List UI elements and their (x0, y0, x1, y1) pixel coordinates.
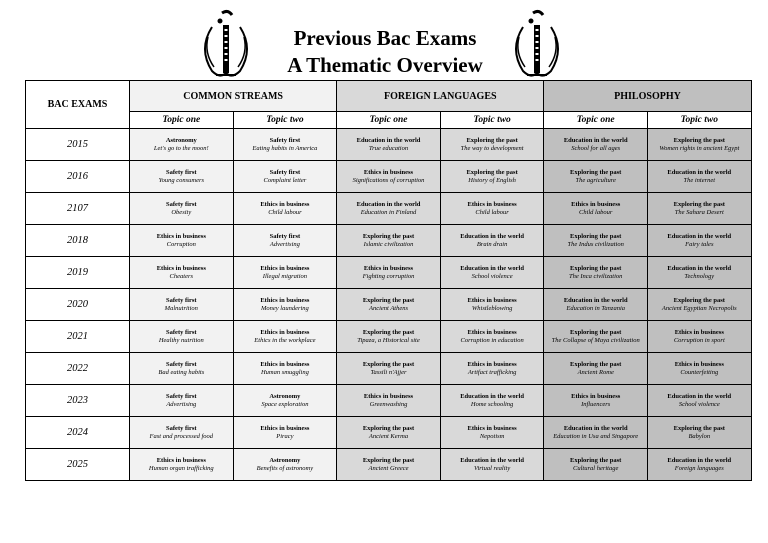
topic-header-row (26, 112, 752, 129)
theme-label: Exploring the past (362, 296, 415, 304)
theme-label: Ethics in business (363, 392, 414, 400)
year-cell: 2024 (26, 417, 130, 449)
subject-label: School violence (678, 400, 720, 408)
theme-label: Exploring the past (570, 456, 622, 464)
theme-label: Education in the world (667, 232, 732, 240)
subject-label: Ancient Athens (368, 304, 409, 312)
theme-label: Education in the world (356, 200, 421, 208)
topic-cell (233, 321, 337, 353)
topic-cell (648, 225, 752, 257)
subject-label: Home schooling (470, 400, 514, 408)
subject-label: The way to development (460, 144, 524, 152)
bac-exams-table (25, 80, 752, 481)
topic-cell (130, 257, 234, 289)
theme-label: Safety first (269, 136, 301, 144)
topic-cell (440, 449, 544, 481)
group-common-streams: COMMON STREAMS (130, 81, 337, 112)
topic-cell (648, 385, 752, 417)
topic-cell (440, 193, 544, 225)
table-row (26, 449, 752, 481)
topic-cell (440, 161, 544, 193)
theme-label: Ethics in business (156, 456, 206, 464)
topic-cell (440, 385, 544, 417)
subject-label: Complaint letter (263, 176, 307, 184)
topic-cell (233, 417, 337, 449)
subject-label: Education in Usa and Singapore (553, 432, 639, 440)
topic-cell (648, 161, 752, 193)
topic-cell (337, 193, 441, 225)
topic-cell (233, 449, 337, 481)
theme-label: Exploring the past (570, 168, 622, 176)
theme-label: Exploring the past (570, 264, 622, 272)
year-cell: 2020 (26, 289, 130, 321)
subject-label: Bad eating habits (158, 368, 205, 376)
theme-label: Education in the world (667, 456, 732, 464)
theme-label: Exploring the past (362, 360, 415, 368)
theme-label: Education in the world (667, 168, 732, 176)
theme-label: Ethics in business (260, 424, 310, 432)
table-row (26, 321, 752, 353)
theme-label: Education in the world (563, 136, 628, 144)
topic-cell (233, 353, 337, 385)
topic-cell (544, 449, 648, 481)
subject-label: Human organ trafficking (148, 464, 214, 472)
topic-cell (337, 289, 441, 321)
subject-label: Babylon (688, 432, 711, 440)
theme-label: Education in the world (667, 264, 732, 272)
theme-label: Exploring the past (362, 424, 415, 432)
topic-cell (130, 353, 234, 385)
theme-label: Ethics in business (363, 168, 414, 176)
topic-cell (130, 161, 234, 193)
theme-label: Safety first (269, 232, 301, 240)
theme-label: Ethics in business (363, 264, 414, 272)
topic-header: Topic one (130, 112, 234, 129)
subject-label: Fast and processed food (149, 432, 214, 440)
subject-label: Illegal migration (262, 272, 308, 280)
subject-label: Virtual reality (473, 464, 511, 472)
topic-cell (130, 321, 234, 353)
subject-label: Advertising (269, 240, 300, 248)
subject-label: Brain drain (476, 240, 508, 248)
topic-cell (233, 193, 337, 225)
topic-cell (130, 449, 234, 481)
topic-cell (337, 321, 441, 353)
subject-label: Islamic civilization (363, 240, 414, 248)
theme-label: Safety first (166, 360, 197, 368)
subject-label: Ancient Rome (577, 368, 614, 376)
topic-cell (544, 257, 648, 289)
table-row (26, 289, 752, 321)
subject-label: Cultural heritage (573, 464, 619, 472)
topic-cell (130, 225, 234, 257)
subject-label: Eating habits in America (252, 144, 318, 152)
theme-label: Ethics in business (467, 328, 517, 336)
theme-label: Safety first (166, 296, 197, 304)
subject-label: Piracy (276, 432, 294, 440)
year-cell: 2107 (26, 193, 130, 225)
theme-label: Ethics in business (156, 232, 206, 240)
topic-cell (337, 257, 441, 289)
topic-cell (130, 193, 234, 225)
topic-cell (648, 129, 752, 161)
topic-cell (337, 129, 441, 161)
theme-label: Ethics in business (467, 424, 517, 432)
subject-label: School violence (471, 272, 513, 280)
subject-label: Space exploration (261, 400, 309, 408)
theme-label: Safety first (166, 424, 197, 432)
theme-label: Exploring the past (466, 168, 518, 176)
topic-cell (544, 321, 648, 353)
table-row (26, 257, 752, 289)
theme-label: Education in the world (356, 136, 421, 144)
theme-label: Ethics in business (571, 392, 621, 400)
subject-label: Tassili n'Ajjer (370, 368, 407, 376)
subject-label: The Collapse of Maya civilization (551, 336, 640, 344)
subject-label: Counterfeiting (680, 368, 719, 376)
theme-label: Astronomy (269, 456, 301, 464)
subject-label: Obesity (171, 208, 192, 216)
topic-cell (544, 353, 648, 385)
group-foreign-languages: FOREIGN LANGUAGES (337, 81, 544, 112)
topic-cell (233, 161, 337, 193)
theme-label: Exploring the past (570, 328, 622, 336)
topic-cell (648, 289, 752, 321)
topic-cell (544, 417, 648, 449)
corner-label: BAC EXAMS (26, 81, 130, 129)
group-philosophy: PHILOSOPHY (544, 81, 751, 112)
table-row (26, 161, 752, 193)
theme-label: Education in the world (667, 392, 732, 400)
theme-label: Ethics in business (260, 360, 310, 368)
subject-label: The Inca civilization (568, 272, 623, 280)
topic-cell (440, 289, 544, 321)
subject-label: Tipaza, a Historical site (357, 336, 420, 344)
theme-label: Safety first (166, 168, 197, 176)
topic-cell (544, 225, 648, 257)
topic-cell (233, 289, 337, 321)
subject-label: Education in Finland (360, 208, 417, 216)
subject-label: Whistleblowing (471, 304, 513, 312)
subject-label: Child labour (268, 208, 302, 216)
theme-label: Exploring the past (362, 232, 415, 240)
theme-label: Ethics in business (571, 200, 621, 208)
theme-label: Ethics in business (467, 360, 517, 368)
table-row (26, 225, 752, 257)
subject-label: The internet (683, 176, 716, 184)
topic-cell (440, 257, 544, 289)
subject-label: The agriculture (575, 176, 616, 184)
subject-label: Child labour (578, 208, 613, 216)
subject-label: Foreign languages (674, 464, 724, 472)
subject-label: True education (368, 144, 409, 152)
theme-label: Safety first (166, 200, 197, 208)
topic-cell (440, 129, 544, 161)
theme-label: Exploring the past (570, 232, 622, 240)
subject-label: History of English (468, 176, 516, 184)
topic-header: Topic two (648, 112, 752, 129)
topic-cell (544, 193, 648, 225)
theme-label: Exploring the past (466, 136, 518, 144)
theme-label: Ethics in business (674, 360, 724, 368)
year-cell: 2016 (26, 161, 130, 193)
table-row (26, 193, 752, 225)
table-body (26, 129, 752, 481)
theme-label: Ethics in business (156, 264, 206, 272)
subject-label: Young consumers (158, 176, 205, 184)
theme-label: Astronomy (165, 136, 197, 144)
topic-cell (648, 257, 752, 289)
theme-label: Exploring the past (362, 328, 415, 336)
theme-label: Ethics in business (260, 296, 310, 304)
topic-cell (440, 417, 544, 449)
topic-cell (648, 449, 752, 481)
topic-cell (337, 161, 441, 193)
subject-label: Ancient Kerma (368, 432, 409, 440)
subject-label: School for all ages (571, 144, 621, 152)
table-row (26, 353, 752, 385)
topic-cell (648, 321, 752, 353)
theme-label: Ethics in business (467, 296, 517, 304)
subject-label: Artifact trafficking (467, 368, 517, 376)
topic-cell (130, 417, 234, 449)
topic-header: Topic two (233, 112, 337, 129)
subject-label: Influencers (581, 400, 611, 408)
theme-label: Education in the world (460, 456, 524, 464)
topic-cell (337, 225, 441, 257)
theme-label: Education in the world (460, 264, 524, 272)
theme-label: Ethics in business (467, 200, 517, 208)
subject-label: Benefits of astronomy (256, 464, 314, 472)
subject-label: Ancient Egyptian Necropolis (661, 304, 737, 312)
year-cell: 2018 (26, 225, 130, 257)
subject-label: Malnutrition (164, 304, 198, 312)
topic-cell (544, 289, 648, 321)
subject-label: Ancient Greece (368, 464, 409, 472)
topic-cell (544, 385, 648, 417)
table-row (26, 129, 752, 161)
topic-cell (648, 353, 752, 385)
theme-label: Astronomy (269, 392, 301, 400)
subject-label: Women rights in ancient Egypt (659, 144, 740, 152)
topic-cell (233, 129, 337, 161)
year-cell: 2019 (26, 257, 130, 289)
topic-cell (130, 129, 234, 161)
page-subtitle: A Thematic Overview (287, 53, 483, 77)
topic-cell (648, 193, 752, 225)
subject-label: Cheaters (169, 272, 194, 280)
year-cell: 2021 (26, 321, 130, 353)
theme-label: Ethics in business (260, 328, 310, 336)
topic-cell (337, 353, 441, 385)
subject-label: Human smuggling (260, 368, 309, 376)
topic-cell (233, 385, 337, 417)
theme-label: Education in the world (460, 232, 524, 240)
subject-label: Ethics in the workplace (254, 336, 316, 344)
topic-cell (233, 257, 337, 289)
theme-label: Ethics in business (260, 264, 310, 272)
theme-label: Ethics in business (674, 328, 724, 336)
theme-label: Safety first (269, 168, 301, 176)
group-header-row (26, 81, 752, 112)
theme-label: Education in the world (460, 392, 524, 400)
subject-label: Let's go to the moon! (153, 144, 209, 152)
topic-header: Topic one (337, 112, 441, 129)
theme-label: Exploring the past (362, 456, 415, 464)
year-cell: 2015 (26, 129, 130, 161)
year-cell: 2022 (26, 353, 130, 385)
topic-cell (337, 417, 441, 449)
theme-label: Exploring the past (673, 296, 725, 304)
topic-cell (440, 321, 544, 353)
topic-cell (130, 385, 234, 417)
subject-label: Advertising (166, 400, 197, 408)
theme-label: Exploring the past (673, 200, 725, 208)
topic-cell (544, 129, 648, 161)
subject-label: Child labour (475, 208, 509, 216)
topic-cell (648, 417, 752, 449)
topic-cell (440, 225, 544, 257)
topic-cell (337, 385, 441, 417)
subject-label: Technology (684, 272, 715, 280)
subject-label: Corruption in education (460, 336, 524, 344)
theme-label: Education in the world (563, 424, 628, 432)
topic-cell (233, 225, 337, 257)
topic-header: Topic one (544, 112, 648, 129)
theme-label: Exploring the past (673, 136, 725, 144)
subject-label: Corruption in sport (673, 336, 725, 344)
theme-label: Education in the world (563, 296, 628, 304)
year-cell: 2023 (26, 385, 130, 417)
theme-label: Exploring the past (673, 424, 725, 432)
year-cell: 2025 (26, 449, 130, 481)
theme-label: Safety first (166, 392, 197, 400)
subject-label: The Sahara Desert (674, 208, 724, 216)
theme-label: Safety first (166, 328, 197, 336)
topic-cell (440, 353, 544, 385)
subject-label: Significations of corruption (352, 176, 425, 184)
topic-cell (337, 449, 441, 481)
table-row (26, 385, 752, 417)
subject-label: Healthy nutrition (158, 336, 204, 344)
theme-label: Exploring the past (570, 360, 622, 368)
subject-label: Money laundering (260, 304, 309, 312)
page-title: Previous Bac Exams (293, 26, 477, 50)
subject-label: Fighting corruption (362, 272, 415, 280)
table-row (26, 417, 752, 449)
subject-label: Nepotism (479, 432, 505, 440)
subject-label: Corruption (166, 240, 196, 248)
topic-cell (544, 161, 648, 193)
subject-label: The Indus civilization (567, 240, 624, 248)
subject-label: Fairy tales (685, 240, 714, 248)
subject-label: Greenwashing (369, 400, 408, 408)
theme-label: Ethics in business (260, 200, 310, 208)
subject-label: Education in Tanzania (566, 304, 626, 312)
topic-cell (130, 289, 234, 321)
topic-header: Topic two (440, 112, 544, 129)
